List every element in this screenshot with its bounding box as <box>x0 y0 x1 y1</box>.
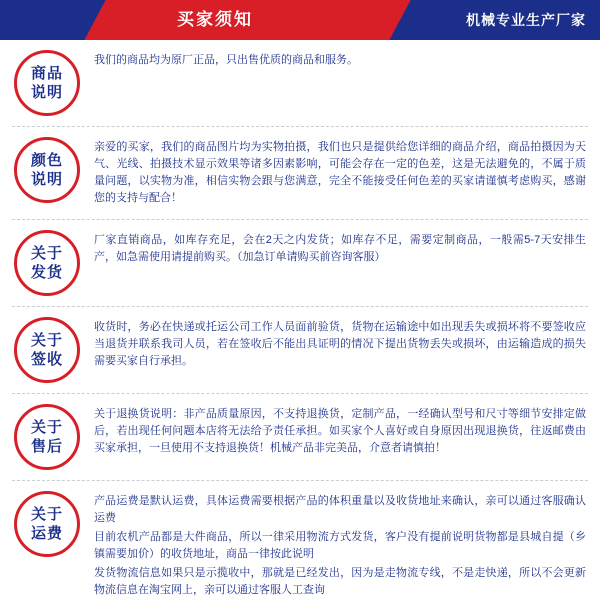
badge-receiving <box>14 317 80 383</box>
section-product-description <box>0 40 600 126</box>
section-body-color-description <box>94 137 586 209</box>
badge-line-2: 签收 <box>30 351 63 368</box>
paragraph: 收货时，务必在快递或托运公司工作人员面前验货，货物在运输途中如出现丢失或损坏将不要签收应当退货并联系我司人员，若在签收后不能出具证明的情况下提出货物丢失或损坏，由运输造成的损失需要买家自行承担。 <box>94 321 586 367</box>
paragraph: 厂家直销商品，如库存充足，会在2天之内发货；如库存不足，需要定制商品，一般需5-7天安排生产，如急需使用请提前购买。（加急订单请购买前咨询客服） <box>94 234 586 263</box>
badge-line-1: 颜色 <box>30 152 63 169</box>
badge-line-1: 关于 <box>30 245 63 262</box>
badge-after-sales <box>14 404 80 470</box>
paragraph: 目前农机产品都是大件商品，所以一律采用物流方式发货，客户没有提前说明货物都是县城自提（乡镇需要加价）的收货地址，商品一律按此说明 <box>94 531 586 560</box>
paragraph: 亲爱的买家，我们的商品图片均为实物拍摄，我们也只是提供给您详细的商品介绍，商品拍摄因为天气、光线、拍摄技术显示效果等诸多因素影响，可能会存在一定的色差，这是无法避免的，不属于质量问题，以实物为准，相信实物会跟与您满意，完全不能接受任何色差的买家请谨慎考虑购买，感谢您的支持与配合！ <box>94 141 586 204</box>
badge-line-2: 说明 <box>30 84 63 101</box>
badge-freight <box>14 491 80 557</box>
badge-line-1: 商品 <box>30 65 63 82</box>
badge-line-1: 关于 <box>30 506 63 523</box>
banner-title: 买家须知 <box>177 10 253 29</box>
header-banner <box>0 0 600 40</box>
section-shipping <box>0 220 600 306</box>
section-after-sales <box>0 394 600 480</box>
paragraph: 关于退换货说明：非产品质量原因，不支持退换货，定制产品，一经确认型号和尺寸等细节安排定做后，若出现任何问题本店将无法给予责任承担。如买家个人喜好或自身原因出现退换货，往返邮费由买家承担，一旦使用不支持退换货！机械产品非完美品，介意者请慎拍！ <box>94 408 586 454</box>
notice-sections <box>0 40 600 611</box>
section-receiving <box>0 307 600 393</box>
paragraph: 我们的商品均为原厂正品，只出售优质的商品和服务。 <box>94 54 358 66</box>
badge-line-2: 发货 <box>30 264 63 281</box>
badge-product-description <box>14 50 80 116</box>
badge-line-2: 运费 <box>30 525 63 542</box>
paragraph: 发货物流信息如果只是示揽收中，那就是已经发出，因为是走物流专线，不是走快递，所以不会更新物流信息在淘宝网上，亲可以通过客服人工查询 <box>94 567 586 596</box>
section-freight <box>0 481 600 611</box>
badge-shipping <box>14 230 80 296</box>
section-body-after-sales <box>94 404 586 459</box>
section-color-description <box>0 127 600 219</box>
banner-subtitle: 机械专业生产厂家 <box>466 12 586 28</box>
section-body-freight <box>94 491 586 601</box>
section-body-product-description <box>94 50 586 71</box>
paragraph: 产品运费是默认运费，具体运费需要根据产品的体积重量以及收货地址来确认，亲可以通过客服确认运费 <box>94 495 586 524</box>
badge-line-2: 售后 <box>30 438 63 455</box>
badge-line-1: 关于 <box>30 332 63 349</box>
section-body-shipping <box>94 230 586 268</box>
badge-line-2: 说明 <box>30 171 63 188</box>
badge-line-1: 关于 <box>30 419 63 436</box>
section-body-receiving <box>94 317 586 372</box>
badge-color-description <box>14 137 80 203</box>
